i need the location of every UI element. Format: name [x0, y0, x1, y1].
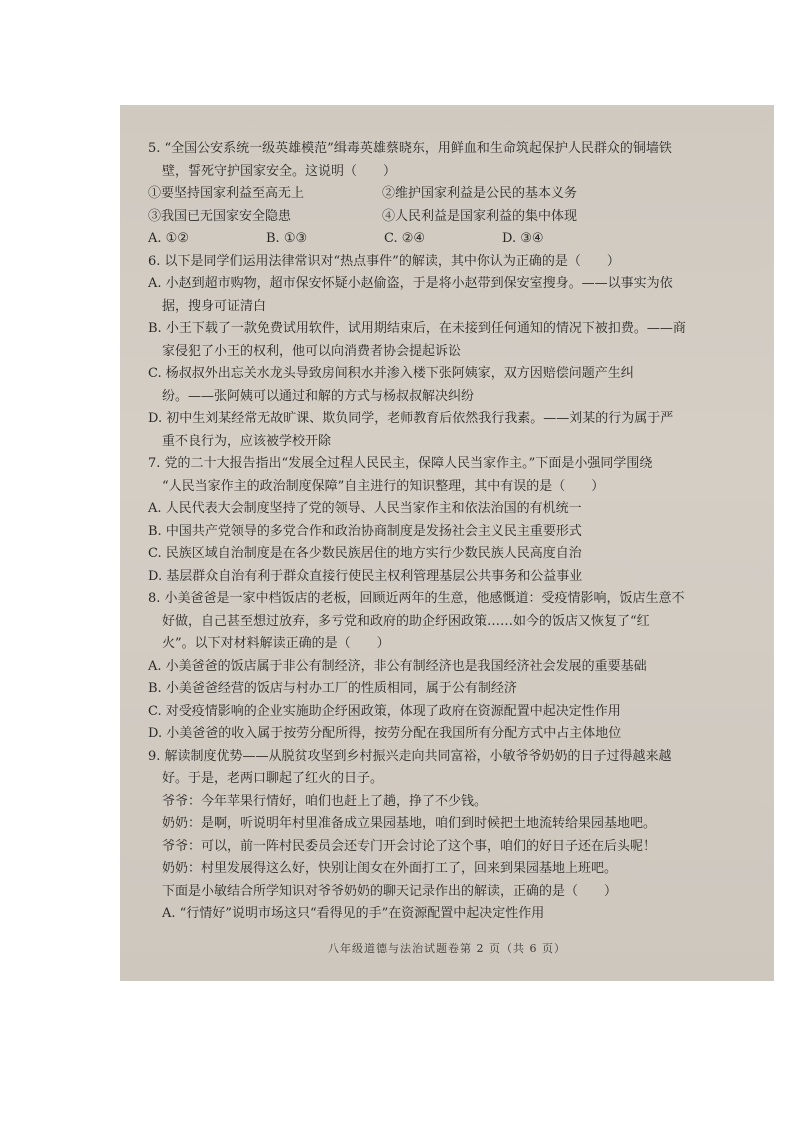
- q6-option-d-line2: 重不良行为，应该被学校开除: [162, 433, 332, 449]
- q9-dialogue-2: 奶奶：是啊，听说明年村里准备成立果园基地，咱们到时候把土地流转给果园基地吧。: [162, 816, 657, 831]
- q5-choice-c: C. ②④: [384, 231, 426, 246]
- q6-option-c-line2: 纷。——张阿姨可以通过和解的方式与杨叔叔解决纠纷: [162, 388, 475, 404]
- question-7: [148, 453, 746, 588]
- q5-choice-a: A. ①②: [148, 231, 189, 246]
- q8-option-c: C. 对受疫情影响的企业实施助企纾困政策，体现了政府在资源配置中起决定性作用: [148, 703, 621, 719]
- q8-option-b: B. 小美爸爸经营的饭店与村办工厂的性质相同，属于公有制经济: [148, 681, 517, 696]
- q7-stem-line1: 7. 党的二十大报告指出“发展全过程人民民主，保障人民当家作主。”下面是小强同学围绕: [148, 456, 653, 471]
- q8-stem-line2: 好做，自己甚至想过放弃，多亏党和政府的助企纾困政策……如今的饭店又恢复了“红: [162, 613, 650, 629]
- q6-option-d-line1: D. 初中生刘某经常无故旷课、欺负同学，老师教育后依然我行我素。——刘某的行为属于严: [148, 411, 674, 426]
- q5-stem-line2: 壁，誓死守护国家安全。这说明（ ）: [162, 163, 397, 179]
- q5-statement-1: ①要坚持国家利益至高无上: [148, 186, 305, 201]
- q8-option-d: D. 小美爸爸的收入属于按劳分配所得，按劳分配在我国所有分配方式中占主体地位: [148, 726, 622, 741]
- q9-stem-line1: 9. 解读制度优势——从脱贫攻坚到乡村振兴走向共同富裕，小敏爷爷奶奶的日子过得越来越: [148, 748, 672, 764]
- q9-dialogue-4: 奶奶：村里发展得这么好，快别让闺女在外面打工了，回来到果园基地上班吧。: [162, 861, 618, 876]
- q9-ask: 下面是小敏结合所学知识对爷爷奶奶的聊天记录作出的解读，正确的是（ ）: [162, 883, 618, 899]
- q5-choice-b: B. ①③: [266, 231, 308, 246]
- question-8: [148, 588, 746, 746]
- q6-option-b-line2: 家侵犯了小王的权利，他可以向消费者协会提起诉讼: [162, 343, 462, 359]
- q5-statement-2: ②维护国家利益是公民的基本义务: [382, 186, 578, 201]
- question-9: [148, 746, 746, 926]
- q6-option-c-line1: C. 杨叔叔外出忘关水龙头导致房间积水并渗入楼下张阿姨家，双方因赔偿问题产生纠: [148, 366, 634, 381]
- q9-option-a: A. “行情好”说明市场这只“看得见的手”在资源配置中起决定性作用: [162, 906, 545, 921]
- q9-dialogue-1: 爷爷：今年苹果行情好，咱们也赶上了趟，挣了不少钱。: [162, 793, 488, 809]
- q7-option-a: A. 人民代表大会制度坚持了党的领导、人民当家作主和依法治国的有机统一: [148, 501, 582, 516]
- question-5: [148, 138, 746, 251]
- exam-page: [148, 138, 746, 926]
- q5-statement-4: ④人民利益是国家利益的集中体现: [382, 208, 578, 224]
- q7-option-d: D. 基层群众自治有利于群众直接行使民主权利管理基层公共事务和公益事业: [148, 568, 583, 584]
- q6-option-a-line1: A. 小赵到超市购物，超市保安怀疑小赵偷盗，于是将小赵带到保安室搜身。——以事实为依: [148, 276, 673, 291]
- q6-option-b-line1: B. 小王下载了一款免费试用软件，试用期结束后，在未接到任何通知的情况下被扣费。——商: [148, 321, 686, 336]
- q5-statement-3: ③我国已无国家安全隐患: [148, 208, 292, 224]
- q7-option-b: B. 中国共产党领导的多党合作和政治协商制度是发扬社会主义民主重要形式: [148, 523, 582, 539]
- question-6: [148, 251, 746, 454]
- q9-stem-line2: 好。于是，老两口聊起了红火的日子。: [162, 771, 384, 786]
- q5-statements-row2: [148, 206, 746, 229]
- q5-choices: [148, 228, 746, 251]
- q9-dialogue-3: 爷爷：可以，前一阵村民委员会还专门开会讨论了这个事，咱们的好日子还在后头呢！: [162, 838, 657, 854]
- q7-stem-line2: “人民当家作主的政治制度保障”自主进行的知识整理，其中有误的是（ ）: [162, 478, 605, 494]
- q7-option-c: C. 民族区域自治制度是在各少数民族居住的地方实行少数民族人民高度自治: [148, 546, 582, 561]
- q6-stem: 6. 以下是同学们运用法律常识对“热点事件”的解读，其中你认为正确的是（ ）: [148, 253, 620, 269]
- q5-stem-line1: 5. “全国公安系统一级英雄模范”缉毒英雄蔡晓东，用鲜血和生命筑起保护人民群众的铜墙铁: [148, 141, 672, 156]
- q8-stem-line1: 8. 小美爸爸是一家中档饭店的老板，回顾近两年的生意，他感慨道：受疫情影响，饭店生意不: [148, 591, 685, 606]
- q5-choice-d: D. ③④: [502, 231, 544, 246]
- q8-option-a: A. 小美爸爸的饭店属于非公有制经济，非公有制经济也是我国经济社会发展的重要基础: [148, 658, 647, 674]
- q5-statements-row1: [148, 183, 746, 206]
- q8-stem-line3: 火”。以下对材料解读正确的是（ ）: [162, 636, 390, 651]
- page-footer: 八年级道德与法治试题卷第 2 页（共 6 页）: [328, 942, 566, 955]
- q6-option-a-line2: 据，搜身可证清白: [162, 298, 267, 314]
